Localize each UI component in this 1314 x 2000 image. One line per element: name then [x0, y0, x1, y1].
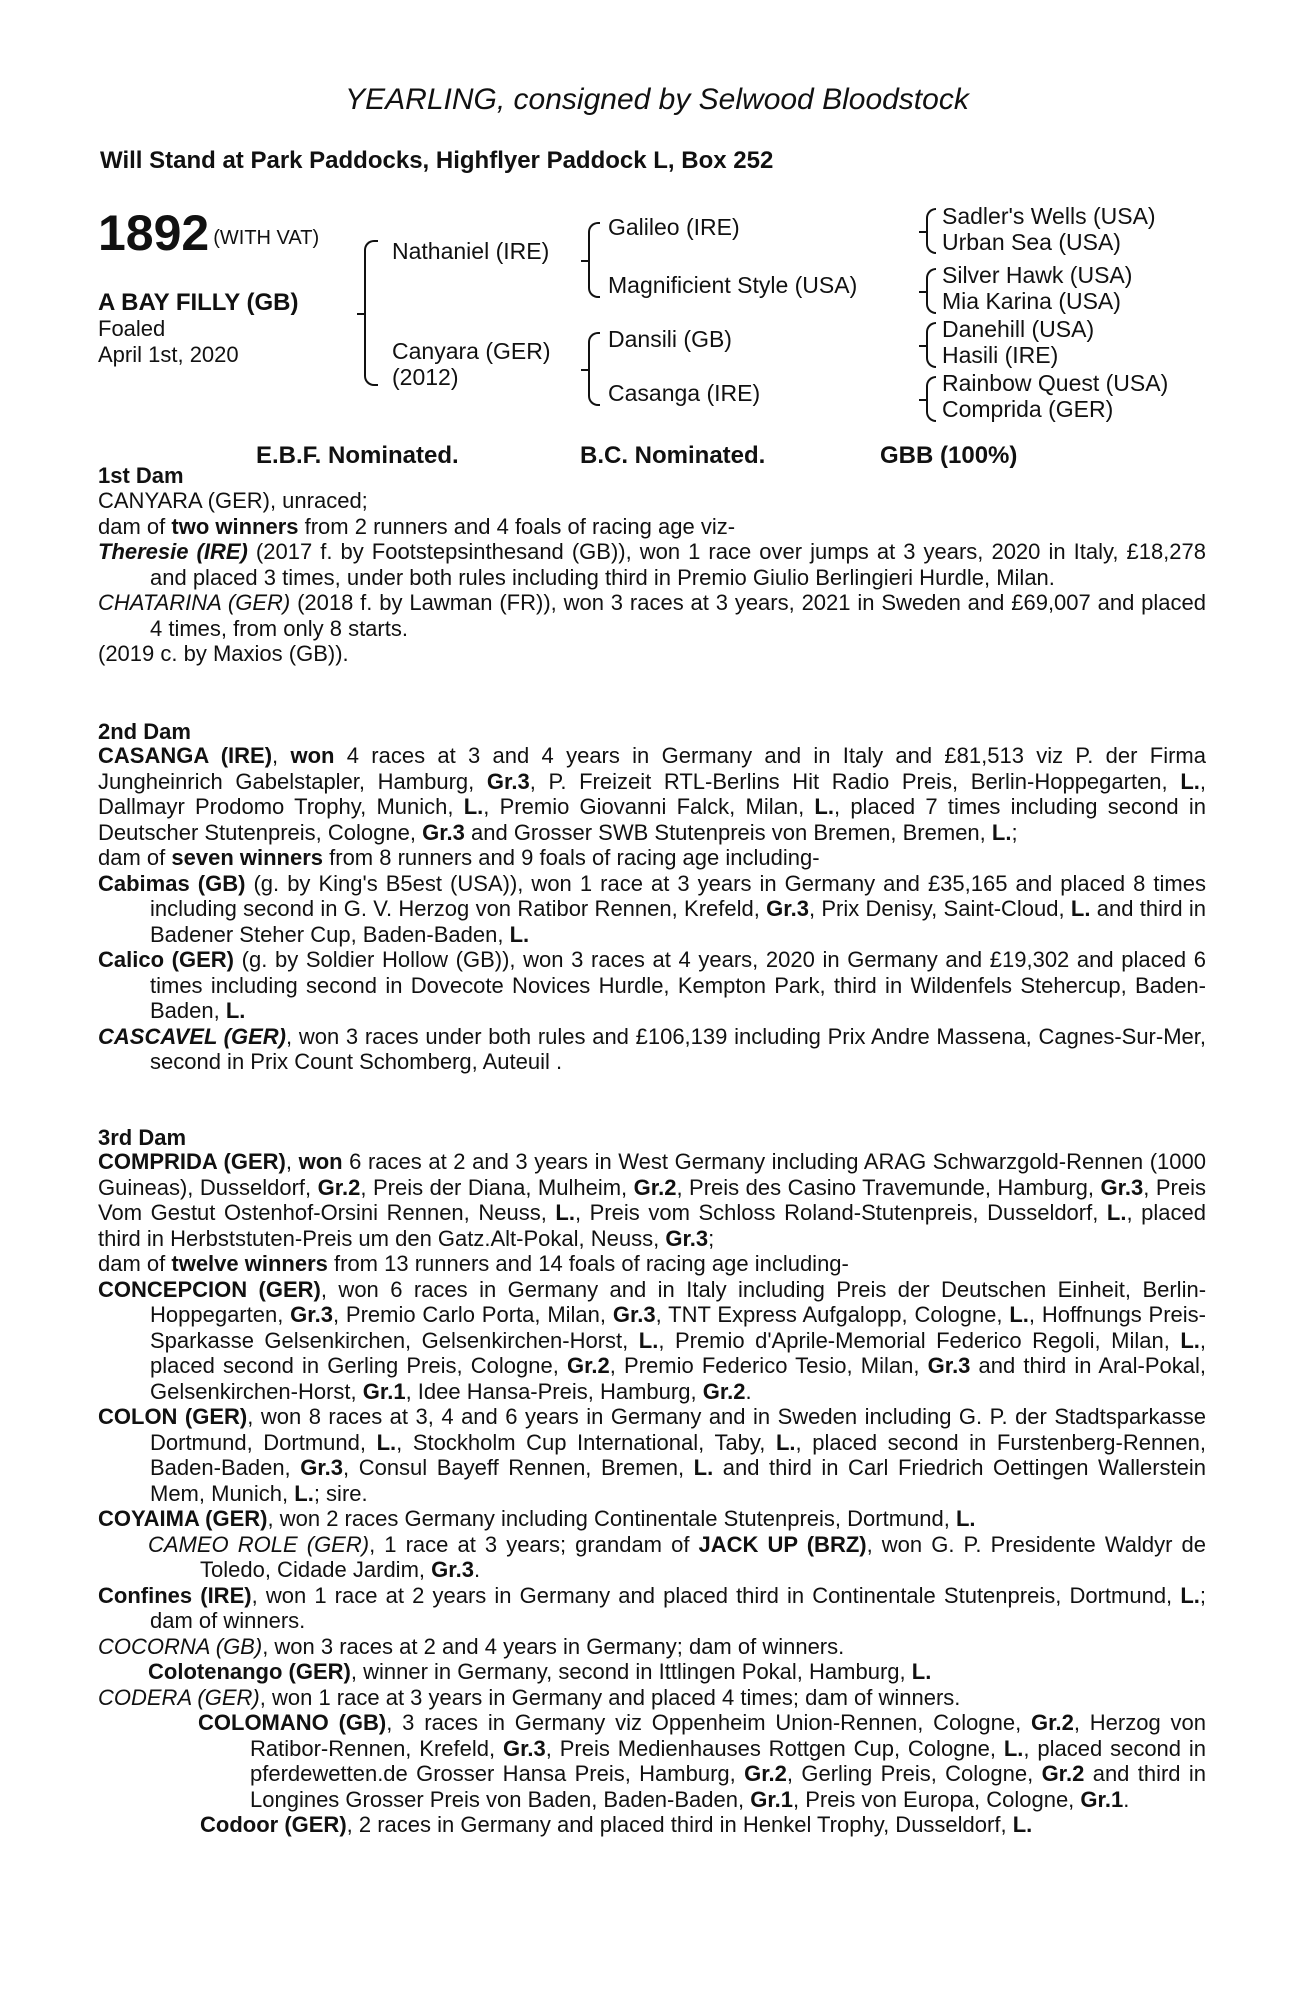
pedigree-g3-2: Urban Sea (USA)	[942, 229, 1121, 255]
pedigree-entry	[98, 1710, 1206, 1812]
pedigree-entry	[98, 1583, 1206, 1634]
stand-location: Will Stand at Park Paddocks, Highflyer Paddock L, Box 252	[100, 147, 774, 174]
entry-text: .	[745, 1378, 752, 1404]
entry-highlight: Gr.3	[486, 768, 530, 794]
entry-highlight: Gr.3	[422, 819, 465, 845]
pedigree-entry	[98, 743, 1206, 845]
entry-text: , winner in Germany, second in Ittlingen Pokal, Hamburg,	[350, 1659, 912, 1684]
entry-text: , 2 races in Germany and placed third in Henkel Trophy, Dusseldorf,	[346, 1812, 1013, 1837]
entry-highlight: Gr.1	[362, 1378, 406, 1404]
entry-text: , won 3 races under both rules and £106,139 including Prix Andre Massena, Cagnes-Sur-Mer, second in Prix Count Schomberg, Auteuil .	[150, 1023, 1206, 1074]
entry-highlight: CAMEO ROLE (GER)	[148, 1531, 370, 1557]
foaled-label: Foaled	[98, 316, 166, 341]
entry-highlight: Gr.3	[300, 1455, 344, 1480]
pedigree-sire: Nathaniel (IRE)	[392, 238, 550, 264]
entry-highlight: Gr.3	[1100, 1174, 1144, 1200]
pedigree-entry	[98, 1404, 1206, 1506]
entry-highlight: L.	[814, 794, 834, 819]
entry-highlight: JACK UP (BRZ)	[698, 1531, 867, 1557]
pedigree-dam: Canyara (GER)	[392, 338, 551, 364]
entry-text: .	[473, 1557, 481, 1582]
entry-text: , Preis Medienhauses Rottgen Cup, Cologne,	[545, 1735, 1004, 1761]
entry-text: dam of	[98, 1251, 172, 1276]
lot-vat-note: (WITH VAT)	[213, 227, 320, 249]
entry-text: ; sire.	[313, 1480, 368, 1506]
pedigree-entry	[98, 1506, 1206, 1532]
entry-highlight: Gr.1	[750, 1786, 794, 1812]
entry-highlight: Gr.2	[702, 1378, 746, 1404]
entry-highlight: L.	[1009, 1302, 1029, 1327]
third-dam-text	[98, 1149, 1206, 1838]
entry-highlight: won	[290, 743, 335, 768]
pedigree-g3-5: Danehill (USA)	[942, 316, 1095, 342]
entry-highlight: Gr.2	[633, 1174, 677, 1200]
entry-highlight: L.	[911, 1659, 932, 1684]
entry-highlight: CONCEPCION (GER)	[98, 1276, 321, 1302]
entry-highlight: Gr.2	[566, 1353, 610, 1378]
entry-text: , won G. P. Presidente Waldyr de Toledo, Cidade Jardim,	[200, 1531, 1207, 1582]
entry-text: and third in Aral-Pokal, Gelsenkirchen-Horst,	[150, 1353, 1206, 1404]
entry-highlight: two winners	[171, 513, 299, 539]
entry-highlight: L.	[693, 1455, 714, 1480]
entry-highlight: L.	[294, 1480, 314, 1506]
entry-text: , 1 race at 3 years; grandam of	[369, 1531, 699, 1557]
third-dam-heading: 3rd Dam	[98, 1125, 187, 1150]
pedigree-g3-3: Silver Hawk (USA)	[942, 262, 1133, 288]
entry-highlight: Calico (GER)	[98, 947, 234, 972]
entry-text: dam of	[98, 513, 172, 539]
entry-highlight: COLON (GER)	[98, 1404, 248, 1429]
entry-text: and Grosser SWB Stutenpreis von Bremen, Bremen,	[464, 819, 992, 845]
pedigree-entry	[98, 1277, 1206, 1405]
entry-text: , won 3 races at 2 and 4 years in Germany; dam of winners.	[262, 1633, 845, 1659]
entry-highlight: Gr.3	[665, 1225, 709, 1251]
entry-highlight: L.	[1180, 768, 1200, 794]
entry-highlight: L.	[1180, 1327, 1200, 1353]
entry-text: , won 2 races Germany including Continentale Stutenpreis, Dortmund,	[267, 1506, 956, 1531]
entry-text: , Stockholm Cup International, Taby,	[396, 1429, 776, 1455]
entry-highlight: COYAIMA (GER)	[98, 1506, 268, 1531]
entry-highlight: L.	[225, 998, 246, 1023]
first-dam-heading: 1st Dam	[98, 463, 184, 488]
pedigree-entry	[98, 871, 1206, 948]
entry-highlight: L.	[1070, 896, 1091, 921]
entry-highlight: L.	[463, 794, 484, 819]
entry-highlight: Gr.3	[290, 1302, 333, 1327]
pedigree-g3-1: Sadler's Wells (USA)	[942, 203, 1156, 229]
entry-text: , TNT Express Aufgalopp, Cologne,	[655, 1302, 1010, 1327]
pedigree-entry	[98, 514, 1206, 540]
entry-highlight: Gr.2	[317, 1174, 361, 1200]
entry-text: and third in Carl Friedrich Oettingen Wallerstein Mem, Munich,	[150, 1455, 1207, 1506]
nomination-gbb: GBB (100%)	[880, 442, 1018, 469]
entry-highlight: Gr.3	[612, 1302, 656, 1327]
entry-highlight: Gr.1	[1080, 1786, 1124, 1812]
pedigree-entry	[98, 539, 1206, 590]
entry-text: ;	[708, 1225, 715, 1251]
entry-text: , won 1 race at 2 years in Germany and placed third in Continentale Stutenpreis, Dortmund,	[251, 1582, 1181, 1608]
pedigree-entry	[98, 641, 1206, 667]
pedigree-entry	[98, 590, 1206, 641]
entry-text: , Preis vom Schloss Roland-Stutenpreis, Dusseldorf,	[574, 1200, 1107, 1225]
entry-text: and third in Badener Steher Cup, Baden-Baden,	[150, 896, 1206, 947]
pedigree-brace-g3-1	[926, 208, 936, 254]
entry-text: , placed second in pferdewetten.de Grosser Hansa Preis, Hamburg,	[250, 1735, 1207, 1786]
pedigree-entry	[98, 1812, 1206, 1838]
pedigree-dam-sire: Dansili (GB)	[608, 326, 732, 352]
entry-highlight: L.	[991, 819, 1012, 845]
entry-text: (2019 c. by Maxios (GB)).	[98, 641, 349, 666]
pedigree-g3-7: Rainbow Quest (USA)	[942, 370, 1169, 396]
pedigree-g3-6: Hasili (IRE)	[942, 342, 1059, 368]
entry-text: 6 races at 2 and 3 years in West Germany including ARAG Schwarzgold-Rennen (1000 Guineas), Dusseldorf,	[98, 1149, 1206, 1200]
lot-description: A BAY FILLY (GB)	[98, 289, 299, 316]
entry-highlight: Cabimas (GB)	[98, 870, 246, 896]
entry-highlight: seven winners	[171, 845, 324, 870]
entry-highlight: twelve winners	[171, 1251, 328, 1276]
entry-text: ,	[285, 1149, 299, 1174]
entry-text: , placed 7 times including second in Deutscher Stutenpreis, Cologne,	[98, 794, 1206, 845]
foaled-date: April 1st, 2020	[98, 342, 239, 367]
pedigree-brace-sire	[588, 222, 600, 298]
entry-text: (g. by Soldier Hollow (GB)), won 3 races at 4 years, 2020 in Germany and £19,302 and placed 6 times including second in Dovecote Novices Hurdle, Kempton Park, third in Wildenfels Stehercup, Baden-Baden,	[150, 947, 1206, 1023]
entry-text: , 3 races in Germany viz Oppenheim Union-Rennen, Cologne,	[386, 1710, 1032, 1735]
foaled-info	[98, 316, 239, 368]
first-dam-text	[98, 488, 1206, 667]
entry-highlight: CASCAVEL (GER)	[98, 1023, 287, 1049]
entry-text: , placed third in Herbststuten-Preis um den Gatz.Alt-Pokal, Neuss,	[98, 1200, 1206, 1251]
entry-text: CANYARA (GER), unraced;	[98, 488, 368, 513]
entry-text: , won 8 races at 3, 4 and 6 years in Germany and in Sweden including G. P. der Stadtsparkasse Dortmund, Dortmund,	[150, 1404, 1206, 1455]
pedigree-g3-8: Comprida (GER)	[942, 396, 1114, 422]
entry-text: from 2 runners and 4 foals of racing age viz-	[298, 513, 736, 539]
entry-highlight: won	[298, 1149, 343, 1174]
entry-highlight: Gr.3	[927, 1353, 971, 1378]
entry-text: from 13 runners and 14 foals of racing age including-	[327, 1251, 849, 1276]
entry-text: , Preis der Diana, Mulheim,	[360, 1174, 634, 1200]
second-dam-text	[98, 743, 1206, 1075]
pedigree-g3-4: Mia Karina (USA)	[942, 288, 1121, 314]
entry-text: ;	[1011, 819, 1018, 845]
pedigree-entry	[98, 1659, 1206, 1685]
entry-text: ,	[272, 743, 291, 768]
pedigree-entry	[98, 1685, 1206, 1711]
entry-text: , Idee Hansa-Preis, Hamburg,	[405, 1378, 703, 1404]
entry-highlight: L.	[1106, 1200, 1127, 1225]
pedigree-entry	[98, 947, 1206, 1024]
entry-text: , Premio Carlo Porta, Milan,	[332, 1302, 613, 1327]
entry-highlight: L.	[555, 1200, 575, 1225]
pedigree-brace-main	[364, 240, 378, 386]
entry-highlight: L.	[775, 1429, 796, 1455]
entry-highlight: L.	[376, 1429, 397, 1455]
pedigree-entry	[98, 488, 1206, 514]
pedigree-entry	[98, 845, 1206, 871]
entry-highlight: L.	[1012, 1812, 1033, 1837]
entry-text: (g. by King's B5est (USA)), won 1 race at 3 years in Germany and £35,165 and placed 8 times including second in G. V. Herzog von Ratibor Rennen, Krefeld,	[150, 870, 1206, 921]
pedigree-brace-g3-3	[926, 322, 936, 368]
entry-text: , Premio Giovanni Falck, Milan,	[483, 794, 815, 819]
entry-text: ; dam of winners.	[150, 1582, 1206, 1633]
entry-text: , P. Freizeit RTL-Berlins Hit Radio Preis, Berlin-Hoppegarten,	[529, 768, 1181, 794]
entry-highlight: Gr.2	[1031, 1710, 1074, 1735]
entry-text: (2017 f. by Footstepsinthesand (GB)), won 1 race over jumps at 3 years, 2020 in Italy, £18,278 and placed 3 times, under both rules including third in Premio Giulio Berlingieri Hurdle, Milan.	[150, 539, 1207, 590]
pedigree-entry	[98, 1532, 1206, 1583]
entry-highlight: COMPRIDA (GER)	[98, 1149, 286, 1174]
entry-text: , won 6 races in Germany and in Italy including Preis der Deutschen Einheit, Berlin-Hoppegarten,	[150, 1276, 1207, 1327]
lot-number-value: 1892	[98, 205, 210, 261]
entry-text: , Premio d'Aprile-Memorial Federico Regoli, Milan,	[658, 1327, 1181, 1353]
pedigree-brace-dam	[588, 332, 600, 406]
entry-text: , Gerling Preis, Cologne,	[786, 1761, 1042, 1786]
entry-highlight: COCORNA (GB)	[98, 1633, 263, 1659]
entry-text: , placed second in Furstenberg-Rennen, Baden-Baden,	[150, 1429, 1206, 1480]
pedigree-sire-sire: Galileo (IRE)	[608, 214, 740, 240]
entry-highlight: Colotenango (GER)	[148, 1659, 351, 1684]
entry-text: and third in Longines Grosser Preis von Baden, Baden-Baden,	[250, 1761, 1206, 1812]
entry-text: , Premio Federico Tesio, Milan,	[609, 1353, 928, 1378]
pedigree-dam-year: (2012)	[392, 364, 459, 390]
entry-text: from 8 runners and 9 foals of racing age including-	[323, 845, 820, 870]
entry-highlight: L.	[1003, 1735, 1024, 1761]
entry-text: , Prix Denisy, Saint-Cloud,	[808, 896, 1071, 921]
entry-text: , Consul Bayeff Rennen, Bremen,	[343, 1455, 694, 1480]
entry-highlight: Gr.3	[766, 896, 809, 921]
entry-highlight: L.	[1180, 1582, 1200, 1608]
nomination-bc: B.C. Nominated.	[580, 442, 766, 469]
second-dam-heading: 2nd Dam	[98, 719, 191, 744]
pedigree-dam-dam: Casanga (IRE)	[608, 380, 761, 406]
pedigree-brace-g3-4	[926, 376, 936, 422]
pedigree-entry	[98, 1634, 1206, 1660]
page-title: YEARLING, consigned by Selwood Bloodstock	[345, 83, 969, 116]
pedigree-entry	[98, 1149, 1206, 1251]
entry-highlight: CASANGA (IRE)	[98, 743, 273, 768]
pedigree-entry	[98, 1251, 1206, 1277]
pedigree-entry	[98, 1024, 1206, 1075]
entry-text: (2018 f. by Lawman (FR)), won 3 races at 3 years, 2021 in Sweden and £69,007 and placed 4 times, from only 8 starts.	[150, 590, 1206, 641]
entry-highlight: L.	[509, 921, 530, 947]
entry-text: 4 races at 3 and 4 years in Germany and in Italy and £81,513 viz P. der Firma Jungheinrich Gabelstapler, Hamburg,	[98, 743, 1206, 794]
entry-text: , placed second in Gerling Preis, Cologne,	[150, 1327, 1206, 1378]
entry-highlight: Gr.2	[744, 1761, 787, 1786]
entry-text: , Dallmayr Prodomo Trophy, Munich,	[98, 768, 1206, 819]
lot-number	[98, 205, 319, 266]
entry-highlight: L.	[638, 1327, 659, 1353]
entry-highlight: COLOMANO (GB)	[198, 1710, 387, 1735]
pedigree-brace-g3-2	[926, 268, 936, 314]
entry-highlight: Codoor (GER)	[200, 1812, 347, 1837]
entry-text: , won 1 race at 3 years in Germany and placed 4 times; dam of winners.	[259, 1684, 961, 1710]
entry-highlight: L.	[955, 1506, 976, 1531]
entry-highlight: Gr.3	[431, 1557, 474, 1582]
entry-highlight: Gr.2	[1041, 1761, 1085, 1786]
entry-text: , Preis Vom Gestut Ostenhof-Orsini Rennen, Neuss,	[98, 1174, 1206, 1225]
entry-highlight: CODERA (GER)	[98, 1684, 260, 1710]
entry-text: , Hoffnungs Preis-Sparkasse Gelsenkirchen, Gelsenkirchen-Horst,	[150, 1302, 1206, 1353]
entry-text: .	[1123, 1786, 1130, 1812]
entry-highlight: Theresie (IRE)	[98, 539, 248, 564]
entry-text: , Preis von Europa, Cologne,	[793, 1786, 1081, 1812]
entry-highlight: CHATARINA (GER)	[98, 590, 291, 615]
pedigree-sire-dam: Magnificient Style (USA)	[608, 272, 858, 298]
entry-text: dam of	[98, 845, 172, 870]
entry-text: , Preis des Casino Travemunde, Hamburg,	[676, 1174, 1101, 1200]
nomination-ebf: E.B.F. Nominated.	[256, 442, 459, 469]
entry-highlight: Gr.3	[502, 1735, 546, 1761]
entry-highlight: Confines (IRE)	[98, 1582, 252, 1608]
entry-text: , Herzog von Ratibor-Rennen, Krefeld,	[250, 1710, 1207, 1761]
